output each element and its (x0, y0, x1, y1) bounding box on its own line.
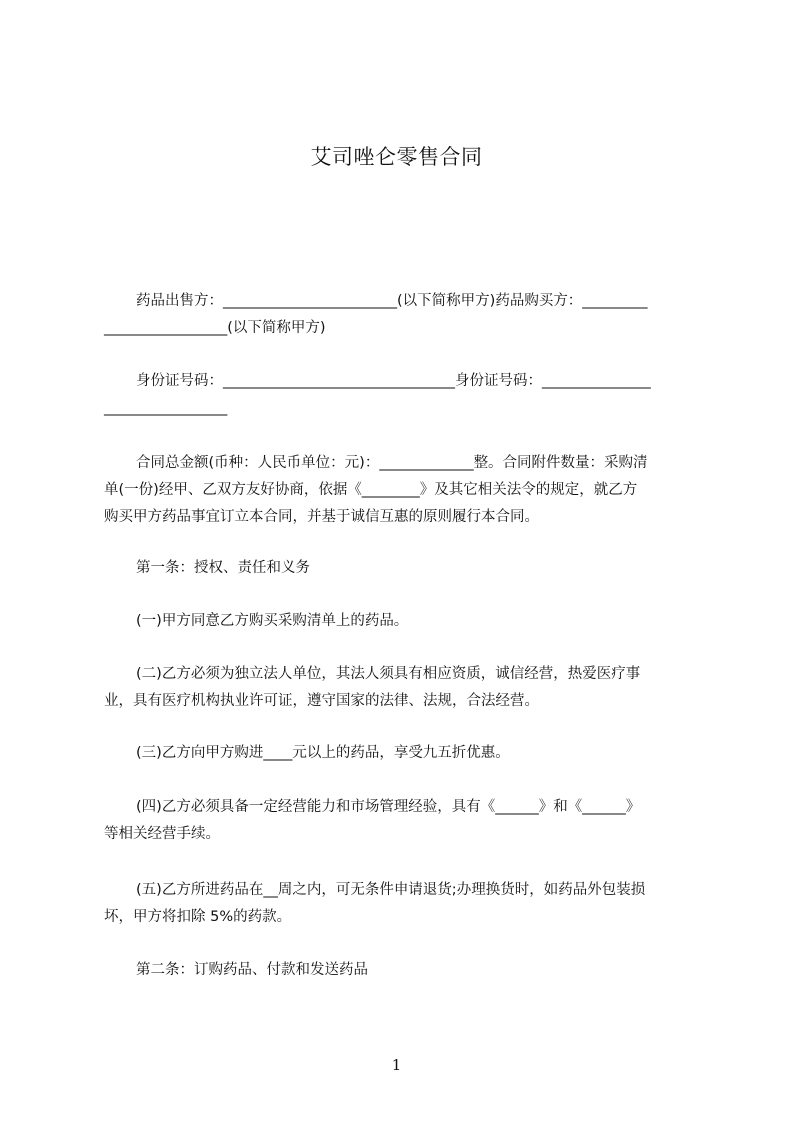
contract-basis-line: 单(一份)经甲、乙双方友好协商，依据《________》及其它相关法令的规定，就乙方 (104, 482, 638, 498)
clause-three: (三)乙方向甲方购进____元以上的药品，享受九五折优惠。 (136, 745, 510, 761)
clause-two: (二)乙方必须为独立法人单位，其法人须具有相应资质，诚信经营，热爱医疗事 (136, 666, 641, 682)
clause-four: (四)乙方必须具备一定经营能力和市场管理经验，具有《______》和《______》 (136, 799, 641, 815)
clause-five: (五)乙方所进药品在__周之内，可无条件申请退货;办理换货时，如药品外包装损 (136, 882, 646, 898)
seller-buyer-line-continued: _________________(以下简称甲方) (104, 320, 326, 336)
document-title: 艾司唑仑零售合同 (310, 145, 483, 169)
seller-buyer-line: 药品出售方：________________________(以下简称甲方)药品购买方：_________ (136, 293, 648, 309)
contract-amount-line: 合同总金额(币种：人民币单位：元)：_____________整。合同附件数量：采购清 (136, 455, 648, 471)
article-two-heading: 第二条：订购药品、付款和发送药品 (136, 962, 368, 978)
clause-two-continued: 业，具有医疗机构执业许可证，遵守国家的法律、法规，合法经营。 (104, 693, 539, 709)
id-number-line-continued: _________________ (104, 400, 228, 416)
contract-principle-line: 购买甲方药品事宜订立本合同，并基于诚信互惠的原则履行本合同。 (104, 509, 539, 525)
id-number-line: 身份证号码：________________________________身份证号码：_______________ (136, 373, 651, 389)
clause-five-continued: 坏，甲方将扣除 5%的药款。 (104, 909, 292, 925)
article-one-heading: 第一条：授权、责任和义务 (136, 560, 310, 576)
clause-four-continued: 等相关经营手续。 (104, 826, 220, 842)
page-number: 1 (391, 1056, 402, 1074)
clause-one: (一)甲方同意乙方购买采购清单上的药品。 (136, 613, 409, 629)
